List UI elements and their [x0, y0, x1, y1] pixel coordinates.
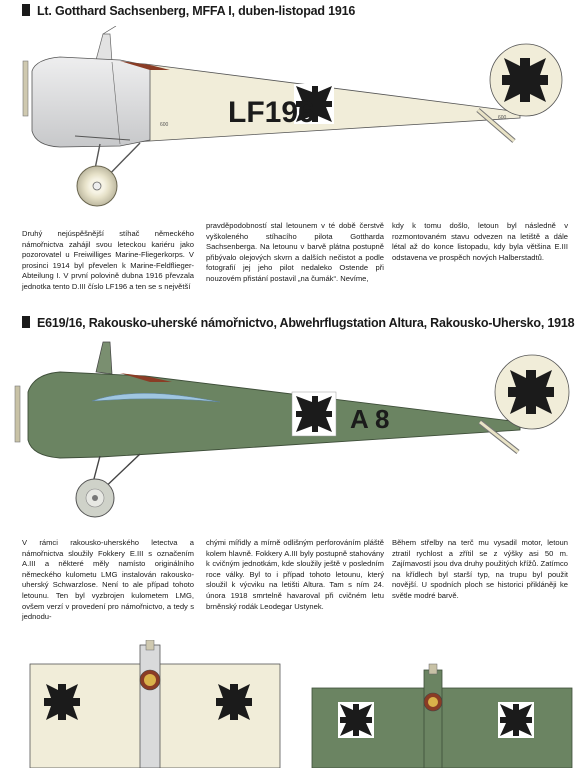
wing-cross-left-icon [340, 704, 372, 736]
plane2-side-view [0, 336, 583, 526]
tail-small-marking: 600 [498, 115, 507, 121]
section1-col2: pravděpodobností stal letounem v té době čerstvě vyškoleného stíhacího pilota Gottharda Sachsenberga. Na letounu v barvě plátna postupně přibývalo olejových skvrn a dalších nečistot a podle fotografií jej jeho pilot nedaleko Ostende při nouzovém přistání postavil „na čumák“. Nevíme, [206, 221, 384, 283]
section1-heading [22, 4, 355, 18]
section2-col2: chými mířidly a mírně odlišným perforováním pláště kolem hlavně. Fokkery A.III byly postupně stahovány k cvičným jednotkám, kde sloužily ještě v posledním roce války. Byl to i případ tohoto letounu, který sloužil k výcviku na letišti Altura. Tam s ním 24. února 1918 smrtelně havaroval při cvičném letu brněnský rodák Leodegar Ustynek. [206, 538, 384, 611]
plane1-top-view [30, 640, 280, 768]
fuselage-cross-icon [292, 392, 336, 436]
registration-lf196: LF196 [228, 96, 315, 129]
plane1-side-view [0, 26, 583, 216]
section2-col1: V rámci rakousko-uherského letectva a námořnictva sloužily Fokkery E.III s označením A.III a některé měly namísto originálního německého kulometu LMG instalován rakousko-uherský Schwarzlose. Není to ale případ tohoto letounu. Ten byl vyzbrojen kulometem LMG, ovšem verzí v provedení pro námořnictvo, a tedy s jednodu- [22, 538, 194, 622]
heading-square-icon [22, 316, 30, 328]
rudder-cross-icon [508, 370, 554, 414]
wing-cross-right-icon [500, 704, 532, 736]
rudder-cross-icon [502, 58, 548, 102]
section2-title: E619/16, Rakousko-uherské námořnictvo, Abwehrflugstation Altura, Rakousko-Uhersko, 1918 [37, 316, 575, 330]
plane-top-views [0, 640, 583, 768]
small-marking: 600 [160, 122, 169, 128]
wing-cross-right-icon [216, 684, 252, 720]
section2-col3: Během střelby na terč mu vysadil motor, letoun ztratil rychlost a zřítil se z výšky asi 50 m. Zajímavostí jsou dva druhy použitých křížů. Zatímco na křídlech byl starší typ, na trupu byl použit novější. U spodních ploch se historici přikláněji ke světle modré barvě. [392, 538, 568, 600]
section1-title: Lt. Gotthard Sachsenberg, MFFA I, duben-listopad 1916 [37, 4, 356, 18]
wing-cross-left-icon [44, 684, 80, 720]
section1-col3: kdy k tomu došlo, letoun byl následně v rozmontovaném stavu odvezen na letiště a dále létal až do konce listopadu, kdy byla většina E.III odstavena ve prospěch nových Halberstadtů. [392, 221, 568, 262]
plane2-top-view [312, 664, 572, 768]
registration-a8: A 8 [350, 404, 390, 434]
heading-square-icon [22, 4, 30, 16]
section2-heading [22, 316, 574, 330]
section1-col1: Druhý nejúspěšnější stíhač německého námořnictva zahájil svou leteckou kariéru jako pozorovatel u Freiwilliges Marine-Fliegerkorps. V prosinci 1914 byl převelen k Marine-Feldflieger-Abteilung I. V první polovině dubna 1916 převzala jednotka tento D.III číslo LF196 a ten se s největší [22, 229, 194, 291]
